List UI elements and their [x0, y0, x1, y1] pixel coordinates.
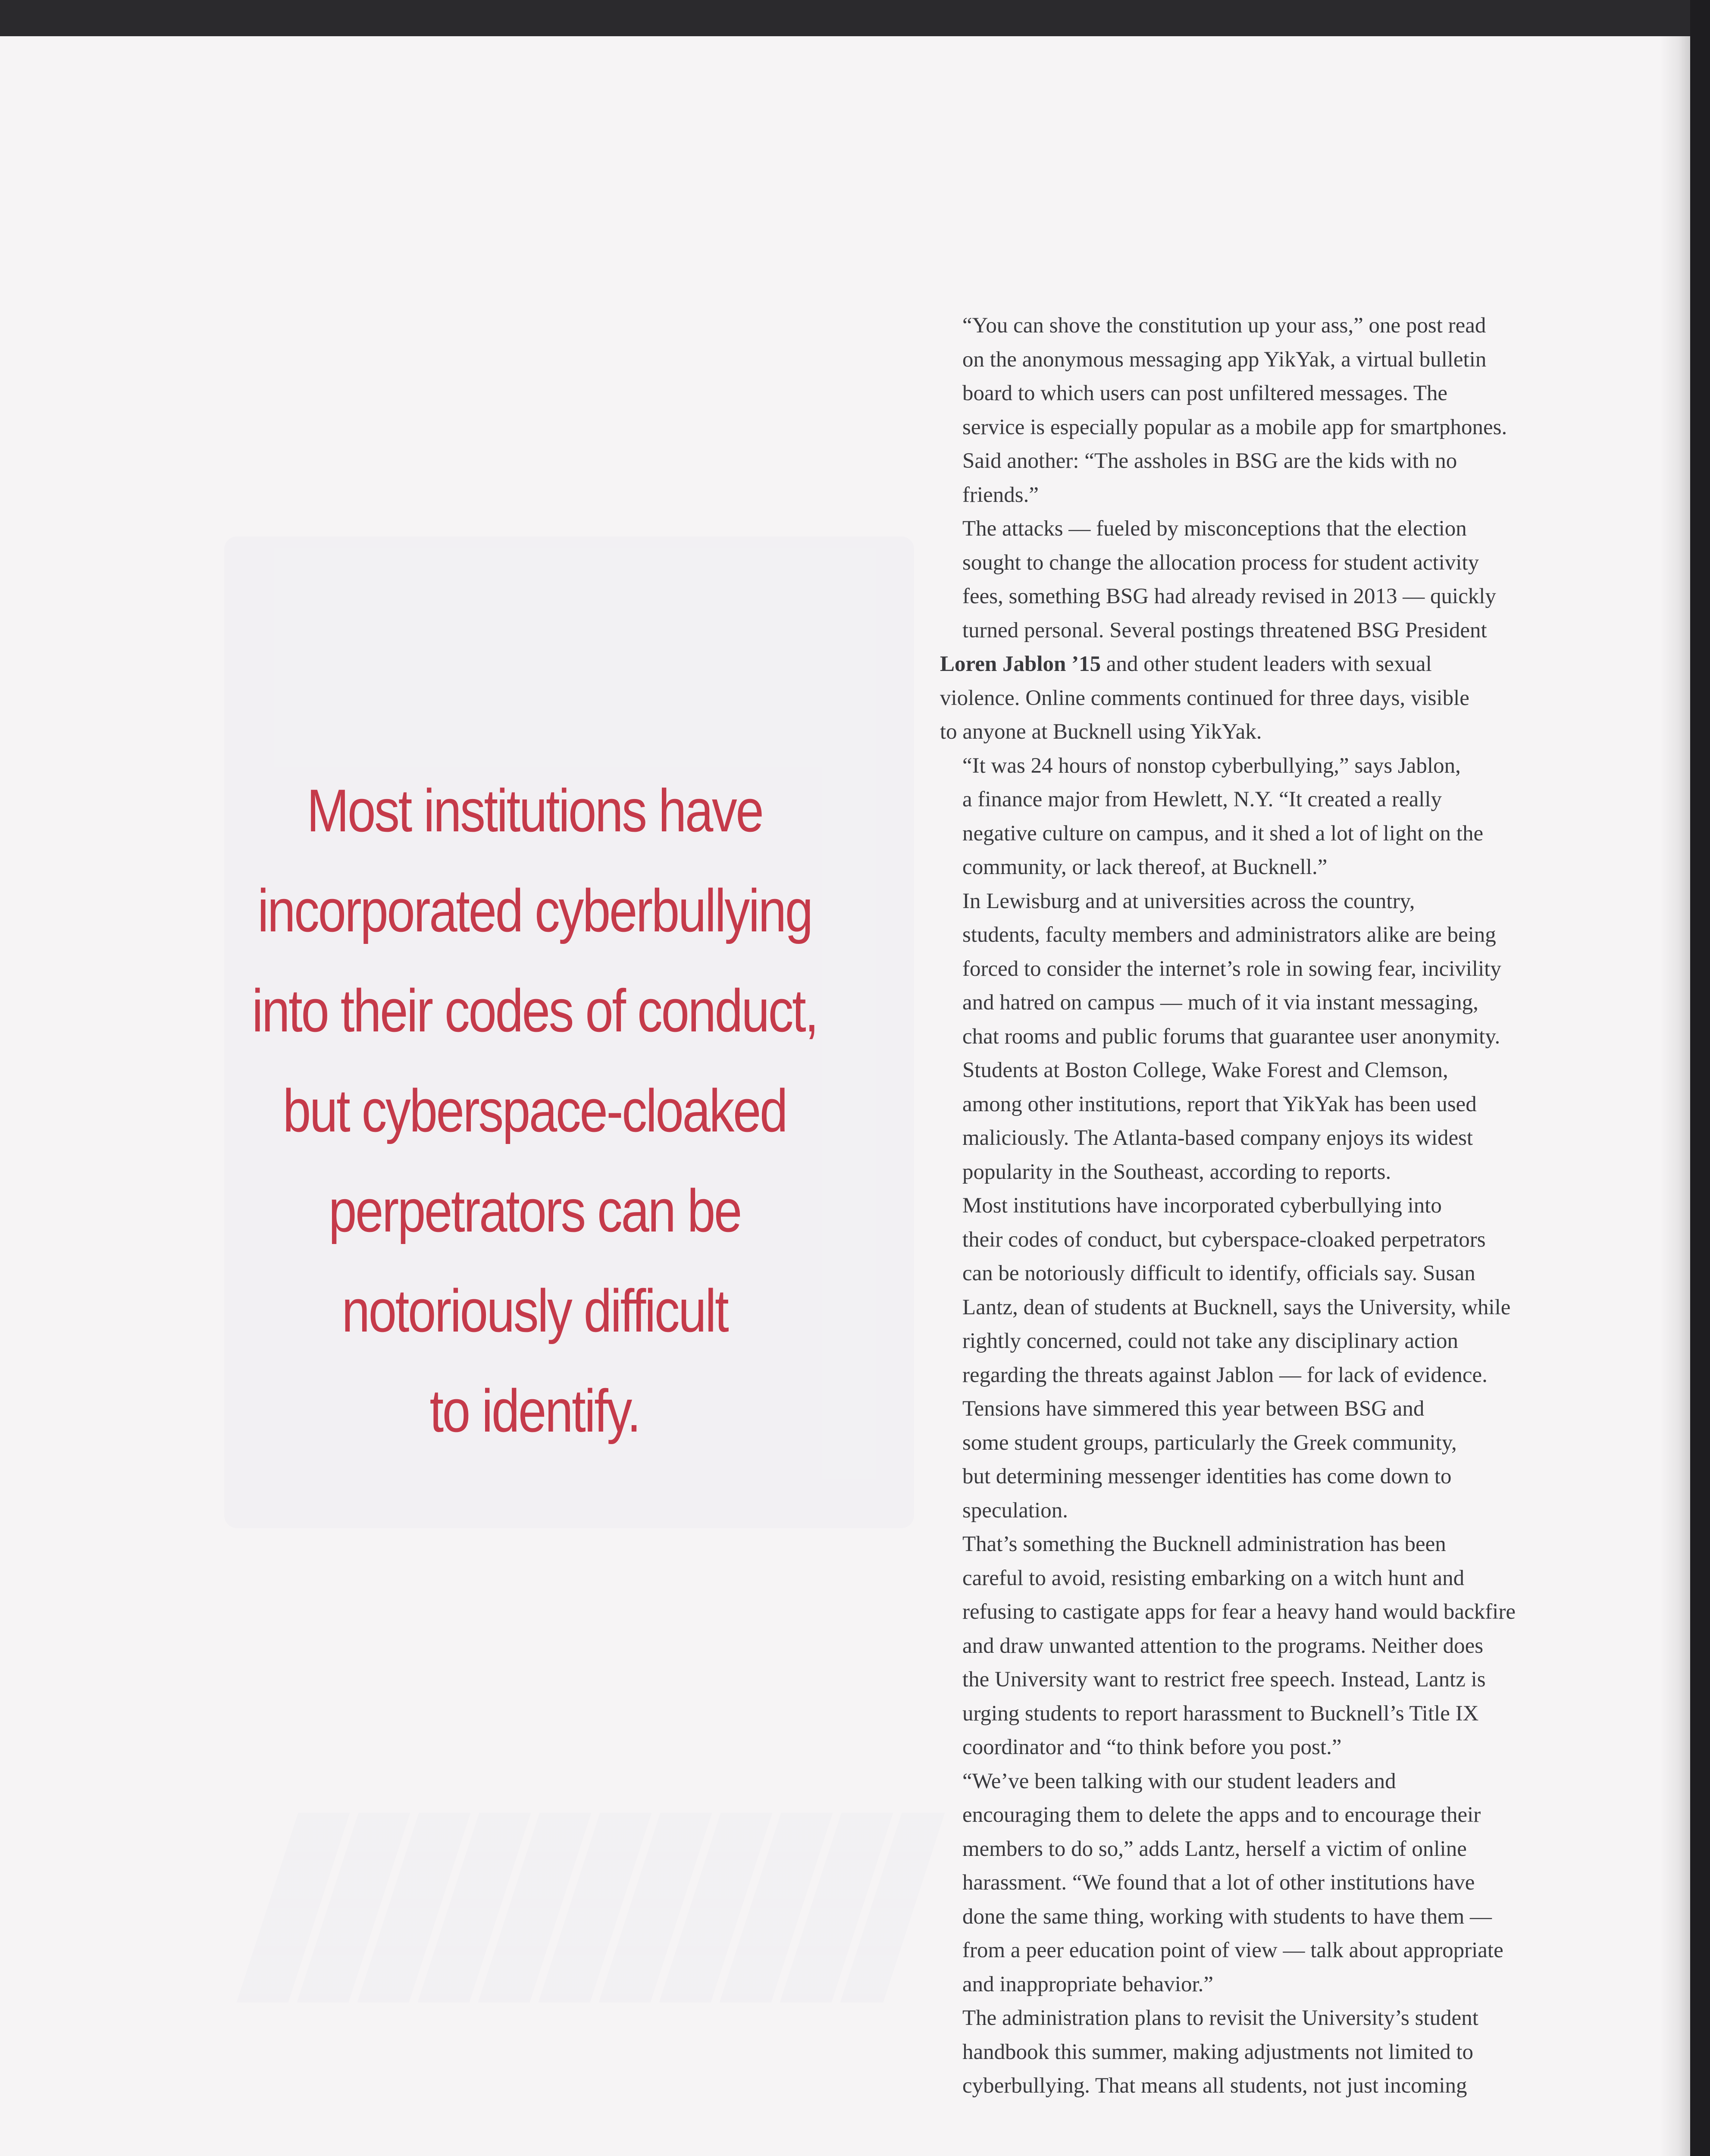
- text-line: refusing to castigate apps for fear a heavy hand would backfire: [962, 1600, 1516, 1624]
- text-line: sought to change the allocation process for student activity: [962, 550, 1479, 575]
- text-line: turned personal. Several postings threatened BSG President: [962, 618, 1487, 642]
- text-line: The attacks — fueled by misconceptions that the election: [962, 517, 1467, 541]
- article-paragraph: [940, 1527, 1664, 1764]
- text-line: the University want to restrict free speech. Instead, Lantz is: [962, 1667, 1486, 1692]
- text-line: The administration plans to revisit the University’s student: [962, 2006, 1478, 2030]
- text-line: and draw unwanted attention to the programs. Neither does: [962, 1633, 1484, 1658]
- text-line: Said another: “The assholes in BSG are the kids with no: [962, 449, 1457, 473]
- text-line: Lantz, dean of students at Bucknell, says the University, while: [962, 1295, 1511, 1319]
- text-line: and inappropriate behavior.”: [962, 1972, 1214, 1996]
- pull-quote-line: incorporated cyberbullying: [257, 877, 812, 944]
- text-line: some student groups, particularly the Greek community,: [962, 1430, 1457, 1455]
- text-line: coordinator and “to think before you post.”: [962, 1735, 1342, 1759]
- text-line: board to which users can post unfiltered messages. The: [962, 381, 1448, 405]
- text-line: careful to avoid, resisting embarking on a witch hunt and: [962, 1566, 1465, 1590]
- text-line: and hatred on campus — much of it via instant messaging,: [962, 990, 1478, 1015]
- binding-shadow: [1660, 36, 1690, 2156]
- text-line: encouraging them to delete the apps and to encourage their: [962, 1803, 1481, 1827]
- article-paragraph: [940, 2001, 1664, 2103]
- text-line: students, faculty members and administrators alike are being: [962, 923, 1496, 947]
- text-line: friends.”: [962, 483, 1039, 507]
- text-line: urging students to report harassment to Bucknell’s Title IX: [962, 1701, 1479, 1726]
- text-line: popularity in the Southeast, according to reports.: [962, 1159, 1391, 1184]
- background-keyboard-ghost: [237, 1813, 945, 2002]
- article-paragraph: [940, 1189, 1664, 1392]
- text-line: That’s something the Bucknell administration has been: [962, 1532, 1446, 1556]
- text-line: Tensions have simmered this year between BSG and: [962, 1397, 1425, 1421]
- article-paragraph: [940, 884, 1664, 1054]
- text-line: community, or lack thereof, at Bucknell.”: [962, 855, 1328, 879]
- article-paragraph: [940, 749, 1664, 884]
- text-line: forced to consider the internet’s role in sowing fear, incivility: [962, 956, 1501, 981]
- text-line: maliciously. The Atlanta-based company enjoys its widest: [962, 1126, 1473, 1150]
- text-line: violence. Online comments continued for three days, visible: [940, 686, 1469, 710]
- text-line: rightly concerned, could not take any disciplinary action: [962, 1329, 1458, 1353]
- text-line: members to do so,” adds Lantz, herself a victim of online: [962, 1836, 1467, 1861]
- text-run: and other student leaders with sexual: [1101, 652, 1432, 676]
- text-line: speculation.: [962, 1498, 1068, 1523]
- text-line: on the anonymous messaging app YikYak, a virtual bulletin: [962, 347, 1487, 372]
- pull-quote-line: but cyberspace-cloaked: [282, 1077, 787, 1144]
- text-line: can be notoriously difficult to identify, officials say. Susan: [962, 1261, 1475, 1285]
- text-line: but determining messenger identities has come down to: [962, 1464, 1452, 1489]
- text-line: handbook this summer, making adjustments not limited to: [962, 2040, 1474, 2064]
- text-line: Students at Boston College, Wake Forest and Clemson,: [962, 1058, 1448, 1082]
- pull-quote-line: perpetrators can be: [329, 1177, 741, 1244]
- pull-quote: [223, 761, 846, 1461]
- text-line: a finance major from Hewlett, N.Y. “It created a really: [962, 787, 1442, 812]
- text-line: “It was 24 hours of nonstop cyberbullying,” says Jablon,: [962, 753, 1461, 778]
- text-line: done the same thing, working with students to have them —: [962, 1904, 1492, 1929]
- text-line: regarding the threats against Jablon — for lack of evidence.: [962, 1363, 1488, 1387]
- text-line: In Lewisburg and at universities across the country,: [962, 889, 1415, 913]
- text-line: [940, 647, 1664, 681]
- person-name: Loren Jablon ’15: [940, 652, 1101, 676]
- text-line: to anyone at Bucknell using YikYak.: [940, 720, 1262, 744]
- pull-quote-line: into their codes of conduct,: [252, 977, 817, 1044]
- text-line: harassment. “We found that a lot of other institutions have: [962, 1871, 1475, 1895]
- pull-quote-line: Most institutions have: [307, 777, 763, 844]
- pull-quote-line: to identify.: [429, 1377, 640, 1445]
- text-line: Most institutions have incorporated cyberbullying into: [962, 1194, 1442, 1218]
- article-paragraph: [940, 1053, 1664, 1189]
- text-line: chat rooms and public forums that guarantee user anonymity.: [962, 1024, 1500, 1049]
- article-paragraph: [940, 1392, 1664, 1527]
- article-body: [940, 309, 1664, 2103]
- text-line: negative culture on campus, and it shed a lot of light on the: [962, 821, 1484, 846]
- text-line: “We’ve been talking with our student leaders and: [962, 1769, 1396, 1793]
- magazine-page: [0, 36, 1690, 2156]
- text-line: from a peer education point of view — talk about appropriate: [962, 1938, 1503, 1962]
- text-line: their codes of conduct, but cyberspace-cloaked perpetrators: [962, 1227, 1486, 1252]
- text-line: “You can shove the constitution up your ass,” one post read: [962, 313, 1486, 338]
- article-paragraph: [940, 1764, 1664, 2002]
- text-line: cyberbullying. That means all students, not just incoming: [962, 2074, 1467, 2098]
- scan-edge: [1690, 0, 1710, 2156]
- article-paragraph: [940, 444, 1664, 512]
- article-paragraph: [940, 512, 1664, 749]
- pull-quote-line: notoriously difficult: [341, 1277, 728, 1344]
- article-paragraph: [940, 309, 1664, 444]
- text-line: service is especially popular as a mobile app for smartphones.: [962, 415, 1507, 439]
- text-line: among other institutions, report that YikYak has been used: [962, 1092, 1477, 1116]
- text-line: fees, something BSG had already revised in 2013 — quickly: [962, 584, 1496, 608]
